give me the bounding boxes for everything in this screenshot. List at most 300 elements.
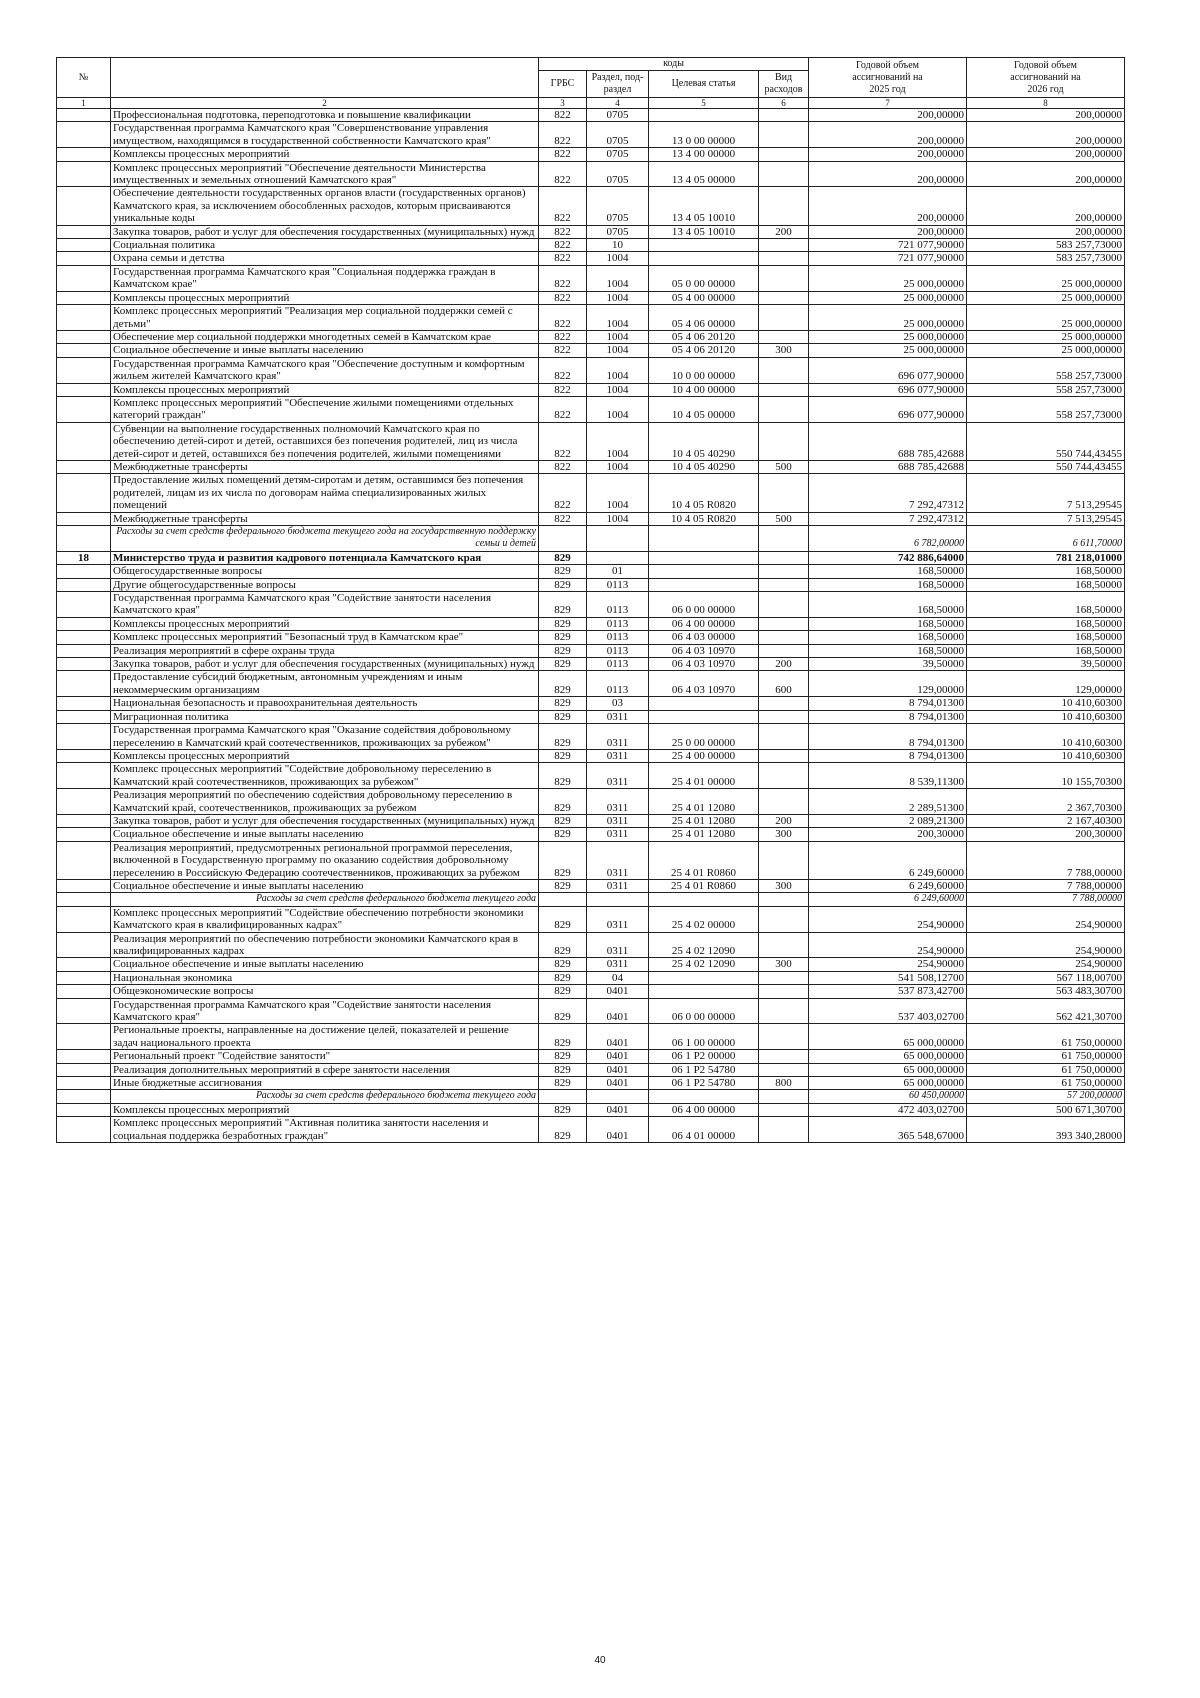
- row-name: Государственная программа Камчатского края "Совершенствование управления имуществом, находящимся в государственной собственности Камчатского края": [111, 122, 539, 148]
- row-name: Социальное обеспечение и иные выплаты населению: [111, 958, 539, 971]
- row-amount-2025: 696 077,90000: [809, 396, 967, 422]
- row-name: Обеспечение мер социальной поддержки многодетных семей в Камчатском крае: [111, 330, 539, 343]
- row-target: 13 4 00 00000: [649, 148, 759, 161]
- row-section: 0401: [587, 1024, 649, 1050]
- row-target: 25 4 01 12080: [649, 814, 759, 827]
- row-grbs: 822: [539, 225, 587, 238]
- row-number: [57, 512, 111, 525]
- table-row: [57, 1077, 1125, 1090]
- row-number: [57, 1117, 111, 1143]
- row-number: [57, 396, 111, 422]
- table-row: [57, 841, 1125, 879]
- row-amount-2026: 10 410,60300: [967, 697, 1125, 710]
- row-grbs: 829: [539, 1024, 587, 1050]
- table-body: [57, 109, 1125, 1143]
- row-exptype: 300: [759, 958, 809, 971]
- row-exptype: [759, 841, 809, 879]
- table-row: [57, 1063, 1125, 1076]
- row-section: 0113: [587, 658, 649, 671]
- row-exptype: [759, 474, 809, 512]
- header-name: [111, 58, 539, 98]
- table-row: [57, 1050, 1125, 1063]
- row-target: 25 4 00 00000: [649, 749, 759, 762]
- row-number: [57, 749, 111, 762]
- header-colnum: 1: [57, 98, 111, 109]
- row-section: 1004: [587, 512, 649, 525]
- row-name: Обеспечение деятельности государственных органов власти (государственных органов) Камчатского края, за исключением обособленных расходов, которым присваиваются уникальные коды: [111, 187, 539, 225]
- row-grbs: 829: [539, 671, 587, 697]
- table-row: [57, 265, 1125, 291]
- row-grbs: 822: [539, 344, 587, 357]
- row-name: Охрана семьи и детства: [111, 252, 539, 265]
- row-exptype: [759, 265, 809, 291]
- row-amount-2026: 563 483,30700: [967, 985, 1125, 998]
- row-number: [57, 828, 111, 841]
- row-grbs: 822: [539, 330, 587, 343]
- row-amount-2026: 558 257,73000: [967, 383, 1125, 396]
- header-exptype: Вид расходов: [759, 71, 809, 98]
- row-amount-2025: 129,00000: [809, 671, 967, 697]
- row-name: Комплекс процессных мероприятий "Обеспечение деятельности Министерства имущественных и земельных отношений Камчатского края": [111, 161, 539, 187]
- row-amount-2025: 200,00000: [809, 161, 967, 187]
- row-target: 13 4 05 10010: [649, 225, 759, 238]
- row-grbs: 822: [539, 109, 587, 122]
- row-amount-2026: 500 671,30700: [967, 1103, 1125, 1116]
- row-amount-2025: 8 794,01300: [809, 697, 967, 710]
- row-grbs: 829: [539, 644, 587, 657]
- row-target: [649, 710, 759, 723]
- row-grbs: 829: [539, 617, 587, 630]
- row-amount-2025: 39,50000: [809, 658, 967, 671]
- row-target: 25 0 00 00000: [649, 724, 759, 750]
- row-name: Национальная безопасность и правоохранительная деятельность: [111, 697, 539, 710]
- row-amount-2026: 168,50000: [967, 565, 1125, 578]
- row-amount-2025: 200,00000: [809, 122, 967, 148]
- row-name: Социальное обеспечение и иные выплаты населению: [111, 828, 539, 841]
- table-row: [57, 971, 1125, 984]
- row-amount-2025: 25 000,00000: [809, 291, 967, 304]
- row-target: 25 4 02 00000: [649, 906, 759, 932]
- row-name: Субвенции на выполнение государственных полномочий Камчатского края по обеспечению детей-сирот и детей, оставшихся без попечения родителей, лиц из числа детей-сирот и детей, оставшихся без попечения родителей, жилыми помещениями: [111, 422, 539, 460]
- table-row: [57, 565, 1125, 578]
- row-name: Реализация мероприятий в сфере охраны труда: [111, 644, 539, 657]
- row-amount-2025: 168,50000: [809, 565, 967, 578]
- row-name: Другие общегосударственные вопросы: [111, 578, 539, 591]
- row-grbs: 829: [539, 578, 587, 591]
- row-section: 0311: [587, 789, 649, 815]
- row-amount-2026: 10 410,60300: [967, 710, 1125, 723]
- table-row: [57, 239, 1125, 252]
- row-grbs: 822: [539, 239, 587, 252]
- row-amount-2025: 65 000,00000: [809, 1050, 967, 1063]
- row-amount-2025: 472 403,02700: [809, 1103, 967, 1116]
- row-grbs: 829: [539, 551, 587, 564]
- row-exptype: 600: [759, 671, 809, 697]
- row-name: Предоставление субсидий бюджетным, автономным учреждениям и иным некоммерческим организациям: [111, 671, 539, 697]
- row-amount-2026: 781 218,01000: [967, 551, 1125, 564]
- row-amount-2025: 721 077,90000: [809, 239, 967, 252]
- row-section: 0311: [587, 841, 649, 879]
- row-exptype: [759, 383, 809, 396]
- row-section: 0311: [587, 958, 649, 971]
- row-number: [57, 474, 111, 512]
- table-row: [57, 724, 1125, 750]
- row-number: [57, 344, 111, 357]
- row-section: [587, 1090, 649, 1103]
- row-section: 0311: [587, 932, 649, 958]
- row-exptype: [759, 724, 809, 750]
- row-number: [57, 330, 111, 343]
- row-number: [57, 148, 111, 161]
- row-exptype: 800: [759, 1077, 809, 1090]
- table-row: [57, 879, 1125, 892]
- row-section: [587, 893, 649, 906]
- row-grbs: 829: [539, 1077, 587, 1090]
- row-exptype: [759, 749, 809, 762]
- row-grbs: 822: [539, 187, 587, 225]
- row-exptype: [759, 932, 809, 958]
- row-section: 1004: [587, 383, 649, 396]
- budget-sheet: [56, 57, 1124, 1143]
- row-section: 0705: [587, 161, 649, 187]
- row-amount-2025: 168,50000: [809, 644, 967, 657]
- row-amount-2025: 7 292,47312: [809, 512, 967, 525]
- row-grbs: 829: [539, 749, 587, 762]
- table-row: [57, 828, 1125, 841]
- row-grbs: 822: [539, 357, 587, 383]
- header-target: Целевая статья: [649, 71, 759, 98]
- row-grbs: [539, 526, 587, 552]
- row-amount-2025: 742 886,64000: [809, 551, 967, 564]
- row-number: [57, 763, 111, 789]
- row-section: 1004: [587, 396, 649, 422]
- header-2026: Годовой объем ассигнований на 2026 год: [967, 58, 1125, 98]
- row-target: 06 4 00 00000: [649, 1103, 759, 1116]
- row-amount-2025: 8 794,01300: [809, 710, 967, 723]
- row-target: 06 4 03 00000: [649, 631, 759, 644]
- row-name: Общеэкономические вопросы: [111, 985, 539, 998]
- row-exptype: [759, 239, 809, 252]
- row-section: 0311: [587, 763, 649, 789]
- row-amount-2026: 200,30000: [967, 828, 1125, 841]
- row-exptype: [759, 998, 809, 1024]
- row-amount-2026: 254,90000: [967, 932, 1125, 958]
- row-amount-2026: 25 000,00000: [967, 305, 1125, 331]
- table-row: [57, 658, 1125, 671]
- row-exptype: [759, 893, 809, 906]
- ministry-row: [57, 551, 1125, 564]
- row-grbs: 829: [539, 1063, 587, 1076]
- row-target: [649, 526, 759, 552]
- row-target: 10 4 05 R0820: [649, 512, 759, 525]
- row-amount-2026: 393 340,28000: [967, 1117, 1125, 1143]
- row-amount-2026: 25 000,00000: [967, 291, 1125, 304]
- row-amount-2026: 558 257,73000: [967, 357, 1125, 383]
- row-number: [57, 789, 111, 815]
- table-row: [57, 998, 1125, 1024]
- row-number: [57, 526, 111, 552]
- row-grbs: 829: [539, 998, 587, 1024]
- row-number: [57, 617, 111, 630]
- row-number: [57, 1063, 111, 1076]
- row-target: 25 4 02 12090: [649, 932, 759, 958]
- row-name: Расходы за счет средств федерального бюджета текущего года: [111, 1090, 539, 1103]
- row-grbs: 829: [539, 841, 587, 879]
- row-target: [649, 565, 759, 578]
- row-amount-2026: 10 410,60300: [967, 724, 1125, 750]
- row-grbs: 822: [539, 512, 587, 525]
- row-name: Межбюджетные трансферты: [111, 512, 539, 525]
- row-amount-2025: 537 873,42700: [809, 985, 967, 998]
- row-number: [57, 305, 111, 331]
- row-grbs: 829: [539, 710, 587, 723]
- row-amount-2025: 8 794,01300: [809, 749, 967, 762]
- row-section: 03: [587, 697, 649, 710]
- row-name: Реализация мероприятий, предусмотренных региональной программой переселения, включенной в Государственную программу по оказанию содействия добровольному переселению в Российскую Федерацию соотечественников, проживающих за рубежом: [111, 841, 539, 879]
- row-exptype: [759, 710, 809, 723]
- table-row: [57, 122, 1125, 148]
- table-row: [57, 225, 1125, 238]
- row-number: [57, 841, 111, 879]
- row-exptype: [759, 330, 809, 343]
- row-number: [57, 187, 111, 225]
- row-name: Государственная программа Камчатского края "Содействие занятости населения Камчатского края": [111, 592, 539, 618]
- row-section: 1004: [587, 265, 649, 291]
- row-name: Министерство труда и развития кадрового потенциала Камчатского края: [111, 551, 539, 564]
- row-grbs: 829: [539, 932, 587, 958]
- row-amount-2026: 39,50000: [967, 658, 1125, 671]
- table-row: [57, 932, 1125, 958]
- row-number: [57, 985, 111, 998]
- row-number: [57, 592, 111, 618]
- row-amount-2026: 254,90000: [967, 906, 1125, 932]
- row-amount-2026: 25 000,00000: [967, 265, 1125, 291]
- row-amount-2025: 365 548,67000: [809, 1117, 967, 1143]
- row-number: [57, 565, 111, 578]
- row-amount-2025: 168,50000: [809, 592, 967, 618]
- row-target: 25 4 02 12090: [649, 958, 759, 971]
- row-amount-2026: 200,00000: [967, 161, 1125, 187]
- row-number: [57, 1090, 111, 1103]
- row-number: [57, 893, 111, 906]
- row-section: 1004: [587, 291, 649, 304]
- table-row: [57, 344, 1125, 357]
- row-target: 06 1 P2 54780: [649, 1063, 759, 1076]
- row-exptype: [759, 1103, 809, 1116]
- row-grbs: 829: [539, 1103, 587, 1116]
- row-target: 05 4 00 00000: [649, 291, 759, 304]
- row-amount-2026: 583 257,73000: [967, 252, 1125, 265]
- header-colnum: 7: [809, 98, 967, 109]
- row-target: [649, 697, 759, 710]
- row-amount-2026: 57 200,00000: [967, 1090, 1125, 1103]
- row-amount-2025: 254,90000: [809, 932, 967, 958]
- row-amount-2025: 2 289,51300: [809, 789, 967, 815]
- row-target: [649, 551, 759, 564]
- row-grbs: 829: [539, 658, 587, 671]
- row-section: 1004: [587, 422, 649, 460]
- row-section: 0401: [587, 985, 649, 998]
- row-exptype: [759, 1063, 809, 1076]
- table-row: [57, 1024, 1125, 1050]
- row-name: Государственная программа Камчатского края "Оказание содействия добровольному переселению в Камчатский край соотечественников, проживающих за рубежом": [111, 724, 539, 750]
- row-name: Межбюджетные трансферты: [111, 460, 539, 473]
- table-row: [57, 710, 1125, 723]
- row-target: 25 4 01 12080: [649, 828, 759, 841]
- row-amount-2026: 168,50000: [967, 631, 1125, 644]
- row-section: 10: [587, 239, 649, 252]
- row-exptype: [759, 697, 809, 710]
- row-amount-2026: 254,90000: [967, 958, 1125, 971]
- row-number: [57, 644, 111, 657]
- row-number: [57, 724, 111, 750]
- row-section: 0311: [587, 814, 649, 827]
- header-section: Раздел, под- раздел: [587, 71, 649, 98]
- row-exptype: [759, 422, 809, 460]
- row-amount-2026: 61 750,00000: [967, 1024, 1125, 1050]
- row-name: Государственная программа Камчатского края "Социальная поддержка граждан в Камчатском крае": [111, 265, 539, 291]
- row-target: 06 4 03 10970: [649, 658, 759, 671]
- row-amount-2026: 583 257,73000: [967, 239, 1125, 252]
- row-section: 0401: [587, 998, 649, 1024]
- row-exptype: [759, 1117, 809, 1143]
- row-target: 06 1 P2 00000: [649, 1050, 759, 1063]
- row-target: [649, 985, 759, 998]
- row-exptype: [759, 291, 809, 304]
- row-grbs: 829: [539, 958, 587, 971]
- row-section: 0311: [587, 828, 649, 841]
- row-name: Социальная политика: [111, 239, 539, 252]
- row-section: 0311: [587, 749, 649, 762]
- row-name: Региональный проект "Содействие занятости": [111, 1050, 539, 1063]
- row-name: Комплекс процессных мероприятий "Реализация мер социальной поддержки семей с детьми": [111, 305, 539, 331]
- row-amount-2025: 721 077,90000: [809, 252, 967, 265]
- header-grbs: ГРБС: [539, 71, 587, 98]
- row-number: [57, 710, 111, 723]
- row-amount-2026: 6 611,70000: [967, 526, 1125, 552]
- row-grbs: 822: [539, 291, 587, 304]
- row-exptype: [759, 617, 809, 630]
- row-section: 0311: [587, 710, 649, 723]
- row-name: Комплекс процессных мероприятий "Содействие обеспечению потребности экономики Камчатского края в квалифицированных кадрах": [111, 906, 539, 932]
- row-name: Общегосударственные вопросы: [111, 565, 539, 578]
- table-row: [57, 671, 1125, 697]
- row-exptype: [759, 396, 809, 422]
- header-2025: Годовой объем ассигнований на 2025 год: [809, 58, 967, 98]
- row-exptype: [759, 631, 809, 644]
- row-amount-2025: 65 000,00000: [809, 1063, 967, 1076]
- row-amount-2026: 61 750,00000: [967, 1077, 1125, 1090]
- row-section: 1004: [587, 357, 649, 383]
- table-row: [57, 789, 1125, 815]
- table-row: [57, 1103, 1125, 1116]
- row-exptype: [759, 148, 809, 161]
- row-amount-2026: 168,50000: [967, 592, 1125, 618]
- row-grbs: 829: [539, 971, 587, 984]
- row-target: 10 4 05 40290: [649, 460, 759, 473]
- row-amount-2026: 7 513,29545: [967, 512, 1125, 525]
- row-amount-2026: 25 000,00000: [967, 330, 1125, 343]
- row-section: 0705: [587, 225, 649, 238]
- row-number: [57, 460, 111, 473]
- row-number: [57, 1103, 111, 1116]
- row-section: 0705: [587, 187, 649, 225]
- row-amount-2026: 7 788,00000: [967, 841, 1125, 879]
- row-name: Комплексы процессных мероприятий: [111, 383, 539, 396]
- row-target: 06 4 00 00000: [649, 617, 759, 630]
- row-number: [57, 631, 111, 644]
- row-grbs: 822: [539, 460, 587, 473]
- row-amount-2025: 688 785,42688: [809, 422, 967, 460]
- row-number: [57, 109, 111, 122]
- row-section: 1004: [587, 305, 649, 331]
- row-target: [649, 893, 759, 906]
- row-exptype: [759, 592, 809, 618]
- row-exptype: [759, 109, 809, 122]
- row-number: [57, 1024, 111, 1050]
- table-row: [57, 592, 1125, 618]
- row-section: 0401: [587, 1103, 649, 1116]
- row-target: 06 4 01 00000: [649, 1117, 759, 1143]
- table-row: [57, 749, 1125, 762]
- row-number: [57, 932, 111, 958]
- row-number: [57, 225, 111, 238]
- row-number: [57, 658, 111, 671]
- table-row: [57, 697, 1125, 710]
- header-colnum: 2: [111, 98, 539, 109]
- row-exptype: [759, 1050, 809, 1063]
- row-number: [57, 879, 111, 892]
- row-name: Комплексы процессных мероприятий: [111, 749, 539, 762]
- row-section: 0401: [587, 1077, 649, 1090]
- row-number: [57, 161, 111, 187]
- row-grbs: 822: [539, 383, 587, 396]
- row-exptype: [759, 357, 809, 383]
- row-amount-2026: 200,00000: [967, 122, 1125, 148]
- row-target: 10 4 05 R0820: [649, 474, 759, 512]
- row-name: Расходы за счет средств федерального бюджета текущего года: [111, 893, 539, 906]
- row-amount-2025: 168,50000: [809, 578, 967, 591]
- row-amount-2026: 25 000,00000: [967, 344, 1125, 357]
- row-amount-2026: 200,00000: [967, 187, 1125, 225]
- row-number: [57, 122, 111, 148]
- row-exptype: [759, 985, 809, 998]
- row-section: 1004: [587, 252, 649, 265]
- row-number: [57, 697, 111, 710]
- header-colnum: 4: [587, 98, 649, 109]
- row-amount-2026: 168,50000: [967, 617, 1125, 630]
- federal-expense-row: [57, 893, 1125, 906]
- row-number: [57, 906, 111, 932]
- row-name: Комплексы процессных мероприятий: [111, 617, 539, 630]
- row-number: [57, 357, 111, 383]
- row-amount-2025: 25 000,00000: [809, 305, 967, 331]
- row-target: [649, 252, 759, 265]
- row-section: 0401: [587, 1063, 649, 1076]
- row-target: [649, 578, 759, 591]
- header-colnum: 5: [649, 98, 759, 109]
- row-amount-2025: 8 794,01300: [809, 724, 967, 750]
- row-exptype: [759, 763, 809, 789]
- row-number: 18: [57, 551, 111, 564]
- row-amount-2025: 200,00000: [809, 187, 967, 225]
- row-exptype: [759, 122, 809, 148]
- row-amount-2025: 200,00000: [809, 109, 967, 122]
- row-exptype: [759, 187, 809, 225]
- table-row: [57, 187, 1125, 225]
- row-number: [57, 814, 111, 827]
- row-grbs: 822: [539, 122, 587, 148]
